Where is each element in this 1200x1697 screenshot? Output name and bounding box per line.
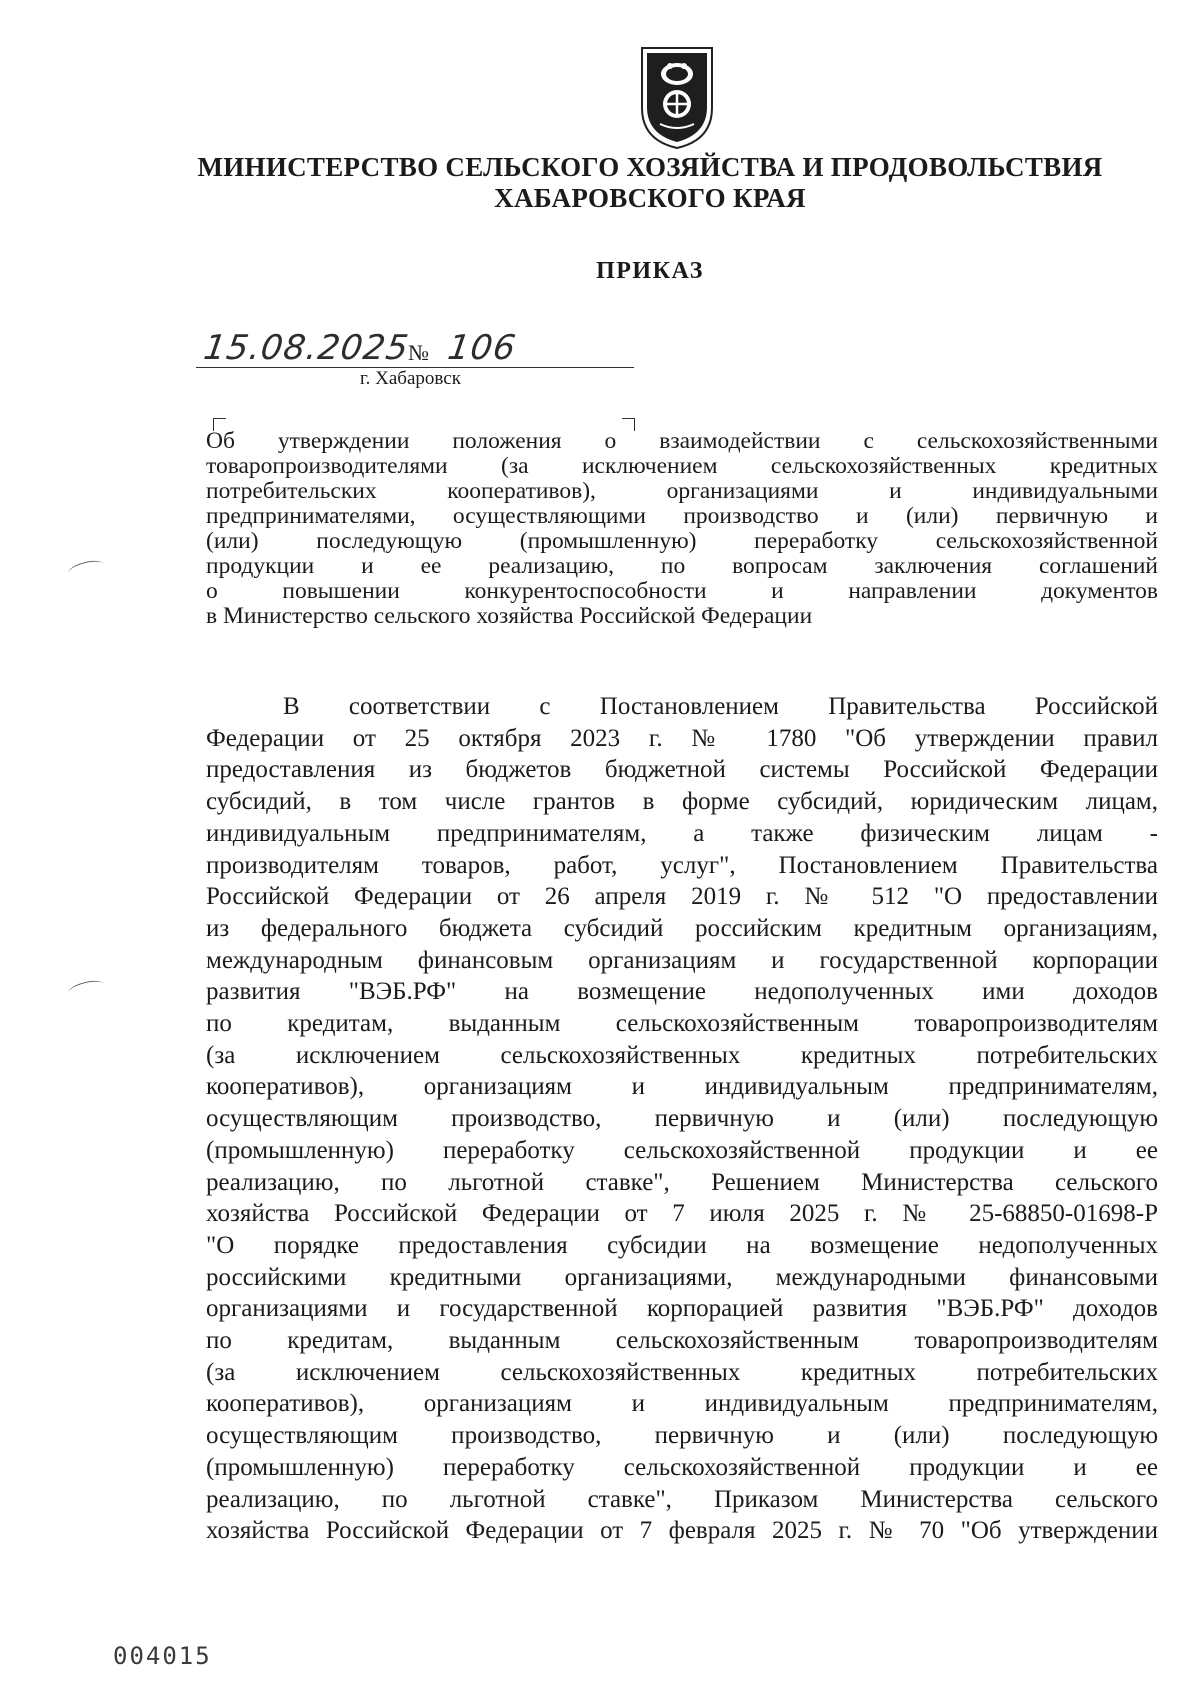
handwritten-date: 15.08.2025 [201,328,412,368]
body-line: (за исключением сельскохозяйственных кредитных потребительских [206,1041,1158,1069]
body-line: из федерального бюджета субсидий российским кредитным организациям, [206,914,1158,942]
body-line: индивидуальным предпринимателям, а также физическим лицам - [206,819,1158,847]
title-line: о повышении конкурентоспособности и направлении документов [206,578,1158,604]
document-type-heading: ПРИКАЗ [596,258,704,284]
body-line: хозяйства Российской Федерации от 7 февраля 2025 г. № 70 "Об утверждении [206,1517,1158,1545]
body-line: развития "ВЭБ.РФ" на возмещение недополученных ими доходов [206,978,1158,1006]
body-line: хозяйства Российской Федерации от 7 июля 2025 г. № 25-68850-01698-Р [206,1200,1158,1228]
number-sign: № [408,340,429,365]
body-line: кооперативов), организациям и индивидуальным предпринимателям, [206,1073,1158,1101]
body-line: субсидий, в том числе грантов в форме субсидий, юридическим лицам, [206,788,1158,816]
body-line: "О порядке предоставления субсидии на возмещение недополученных [206,1231,1158,1259]
body-line: предоставления из бюджетов бюджетной системы Российской Федерации [206,756,1158,784]
body-line: Федерации от 25 октября 2023 г. № 1780 "Об утверждении правил [206,724,1158,752]
margin-hole-mark [67,978,105,999]
body-line: осуществляющим производство, первичную и (или) последующую [206,1422,1158,1450]
title-line: в Министерство сельского хозяйства Российской Федерации [206,603,813,629]
title-line: (или) последующую (промышленную) переработку сельскохозяйственной [206,528,1158,554]
body-line: реализацию, по льготной ставке", Приказом Министерства сельского [206,1485,1158,1513]
body-line: производителям товаров, работ, услуг", Постановлением Правительства [206,851,1158,879]
body-line: (промышленную) переработку сельскохозяйственной продукции и ее [206,1453,1158,1481]
ministry-name-line2: ХАБАРОВСКОГО КРАЯ [494,183,806,213]
body-line: организациями и государственной корпорацией развития "ВЭБ.РФ" доходов [206,1295,1158,1323]
body-line: кооперативов), организациям и индивидуальным предпринимателям, [206,1390,1158,1418]
body-line: В соответствии с Постановлением Правительства Российской [283,693,1158,720]
body-line: международным финансовым организациям и государственной корпорации [206,946,1158,974]
body-line: по кредитам, выданным сельскохозяйственным товаропроизводителям [206,1010,1158,1038]
city-label: г. Хабаровск [360,368,461,389]
ministry-name-line1: МИНИСТЕРСТВО СЕЛЬСКОГО ХОЗЯЙСТВА И ПРОДОВОЛЬСТВИЯ [197,152,1103,182]
body-line: (промышленную) переработку сельскохозяйственной продукции и ее [206,1136,1158,1164]
title-line: Об утверждении положения о взаимодействии с сельскохозяйственными [206,428,1158,454]
page-serial-number: 004015 [113,1642,212,1670]
order-title [206,429,1158,629]
body-line: реализацию, по льготной ставке", Решением Министерства сельского [206,1168,1158,1196]
title-line: предпринимателями, осуществляющими производство и (или) первичную и [206,503,1158,529]
title-line: потребительских кооперативов), организациями и индивидуальными [206,478,1158,504]
body-line: Российской Федерации от 26 апреля 2019 г. № 512 "О предоставлении [206,883,1158,911]
body-line: осуществляющим производство, первичную и (или) последующую [206,1105,1158,1133]
margin-hole-mark [67,558,105,579]
coat-of-arms-emblem [638,44,716,152]
handwritten-number: 106 [445,328,519,368]
body-line: по кредитам, выданным сельскохозяйственным товаропроизводителям [206,1327,1158,1355]
registration-line [196,328,634,368]
ministry-name [150,152,1150,214]
title-line: товаропроизводителями (за исключением сельскохозяйственных кредитных [206,453,1158,479]
body-line: российскими кредитными организациями, международными финансовыми [206,1263,1158,1291]
order-body [206,691,1158,1547]
body-line: (за исключением сельскохозяйственных кредитных потребительских [206,1358,1158,1386]
title-line: продукции и ее реализацию, по вопросам заключения соглашений [206,553,1158,579]
